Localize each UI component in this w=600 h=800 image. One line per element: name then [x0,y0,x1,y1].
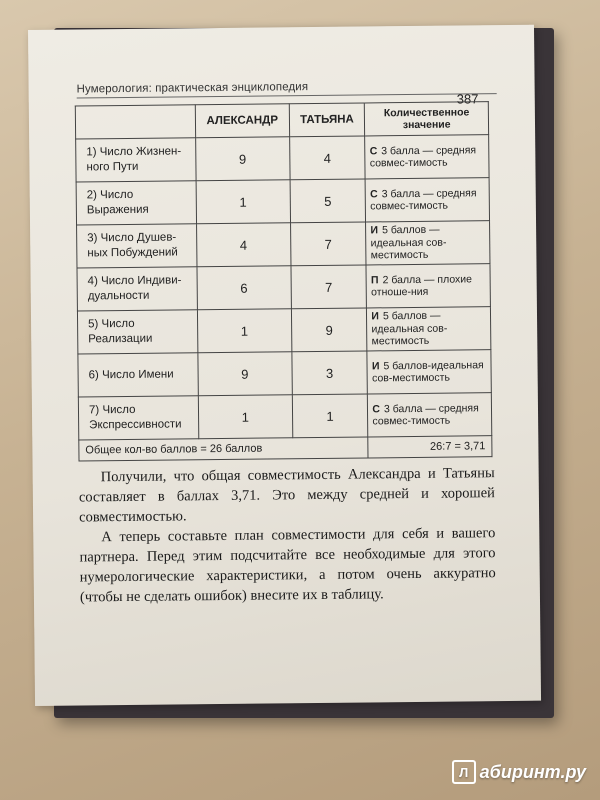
table-row [77,307,490,354]
row-tatyana-value: 7 [291,265,367,309]
paragraph-instruction: А теперь составьте план совместимости для себя и вашего партнера. Перед этим подсчитайте все необходимые для этого нумерологические характеристики, а потом очень аккуратно (чтобы не сделать ошибок) внесите их в таблицу. [79,525,496,606]
row-tatyana-value: 5 [290,179,366,223]
row-param: 4) Число Индиви-дуальности [77,267,197,311]
meaning-letter: С [370,187,378,200]
row-tatyana-value: 7 [290,222,366,266]
row-param: 3) Число Душев-ных Побуждений [77,224,197,268]
total-average: 26:7 = 3,71 [368,436,492,458]
table-row [78,350,491,397]
labirint-logo-icon: Л [452,760,476,784]
row-meaning [367,350,491,394]
row-aleksandr-value: 6 [197,266,291,310]
table-total-row [79,436,492,461]
row-aleksandr-value: 9 [198,352,292,396]
row-aleksandr-value: 4 [196,223,290,267]
meaning-letter: С [369,144,378,157]
table-row [76,135,489,182]
table-row [78,393,491,440]
row-tatyana-value: 3 [291,351,367,395]
header-empty [75,105,195,139]
row-tatyana-value: 1 [292,394,368,438]
meaning-text: 5 баллов — идеальная сов-местимость [370,223,447,262]
compatibility-table [75,101,493,461]
body-text [79,463,496,607]
row-tatyana-value: 4 [289,136,365,180]
meaning-letter: С [372,402,381,415]
page-number: 387 [456,91,479,107]
row-meaning [368,393,492,437]
header-aleksandr: АЛЕКСАНДР [195,104,289,138]
watermark-text: абиринт.ру [479,761,586,782]
meaning-text: 2 балла — плохие отноше-ния [371,272,473,299]
row-param: 7) Число Экспрессивности [78,396,198,440]
table-row [76,178,489,225]
meaning-letter: И [371,310,380,323]
total-points: Общее кол-во баллов = 26 баллов [79,437,369,461]
row-aleksandr-value: 1 [197,309,291,353]
row-param: 5) Число Реализации [77,310,197,354]
table-row [77,264,490,311]
watermark-logo [452,760,586,784]
row-meaning [366,221,490,265]
row-param: 6) Число Имени [78,353,198,397]
running-title: Нумерология: практическая энциклопедия [77,79,497,98]
row-param: 2) Число Выражения [76,181,196,225]
row-tatyana-value: 9 [291,308,367,352]
row-meaning [366,264,490,308]
row-meaning [367,307,491,351]
header-tatyana: ТАТЬЯНА [289,103,365,137]
meaning-text: 3 балла — средняя совмес-тимость [370,186,477,213]
table-row [77,221,490,268]
meaning-letter: И [371,359,380,372]
row-meaning [365,178,489,222]
row-aleksandr-value: 9 [195,137,289,181]
paragraph-result: Получили, что общая совместимость Александра и Татьяны составляет в баллах 3,71. Это между средней и хорошей совместимостью. [78,465,495,526]
meaning-letter: И [370,224,379,237]
row-aleksandr-value: 1 [196,180,290,224]
row-aleksandr-value: 1 [198,395,292,439]
meaning-text: 5 баллов — идеальная сов-местимость [371,309,448,348]
book-page [28,25,541,706]
meaning-text: 5 баллов-идеальная сов-местимость [371,358,484,385]
table-header-row [75,102,488,139]
meaning-text: 3 балла — средняя совмес-тимость [369,143,477,170]
meaning-text: 3 балла — средняя совмес-тимость [372,401,479,428]
row-meaning [365,135,489,179]
header-meaning: Количественное значение [365,102,489,136]
meaning-letter: П [370,273,379,286]
row-param: 1) Число Жизнен-ного Пути [76,138,196,182]
